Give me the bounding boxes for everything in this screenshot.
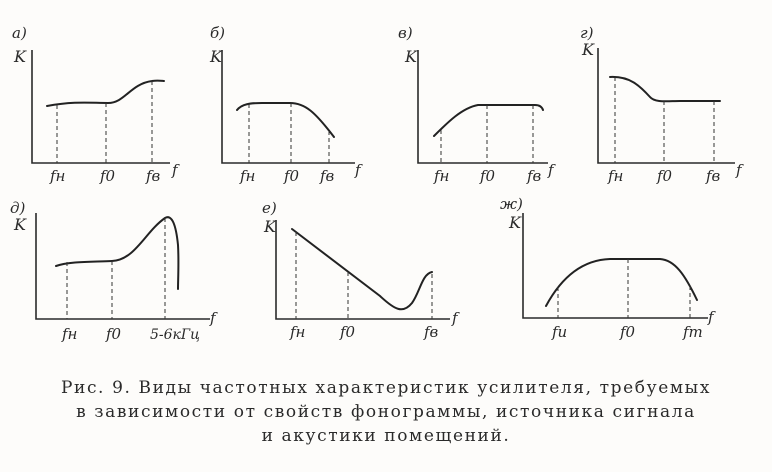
panel-b-tick-2: f0: [284, 167, 300, 185]
panel-a-tick-2: f0: [100, 167, 116, 185]
panel-d-letter: д): [10, 199, 26, 217]
panel-e-k-label: K: [264, 217, 276, 236]
panel-d: [10, 199, 218, 343]
panel-e-letter: е): [262, 199, 277, 217]
panel-g-tick-1: fн: [608, 167, 624, 185]
panel-g-letter: г): [580, 24, 594, 42]
panel-v-letter: в): [398, 24, 413, 42]
caption-line-3: и акустики помещений.: [261, 426, 511, 446]
panel-a-f-label: f: [172, 161, 178, 179]
caption-line-1: Рис. 9. Виды частотных характеристик усилителя, требуемых: [60, 378, 712, 398]
panel-d-f-label: f: [210, 309, 216, 327]
panel-b-k-label: K: [210, 47, 222, 66]
panel-v-tick-1: fн: [434, 167, 450, 185]
panel-zh-k-label: K: [509, 213, 521, 232]
panel-v-tick-2: f0: [480, 167, 496, 185]
panel-zh-tick-2: f0: [620, 323, 636, 341]
panel-g-k-label: K: [582, 40, 594, 59]
panel-a: [12, 24, 180, 185]
panel-a-axes: [32, 50, 170, 163]
panel-g-curve: [610, 77, 720, 101]
panel-v-k-label: K: [405, 47, 417, 66]
panel-e-curve: [292, 229, 432, 309]
panel-v-curve: [434, 105, 543, 136]
panel-b-tick-3: fв: [320, 167, 335, 185]
panel-d-tick-3: 5-6кГц: [150, 327, 200, 343]
panel-zh-curve: [546, 259, 697, 306]
panel-d-axes: [36, 213, 210, 319]
panel-zh-axes: [523, 213, 708, 318]
panel-d-tick-1: fн: [62, 325, 78, 343]
panel-v-tick-3: fв: [527, 167, 542, 185]
panel-v-f-label: f: [548, 161, 554, 179]
panel-a-tick-3: fв: [146, 167, 161, 185]
panel-e-tick-3: fв: [424, 323, 439, 341]
panel-zh-tick-3: fт: [683, 323, 703, 341]
panel-b-f-label: f: [355, 161, 361, 179]
panel-v-axes: [418, 50, 548, 163]
panel-a-tick-1: fн: [50, 167, 66, 185]
panel-e-tick-2: f0: [340, 323, 356, 341]
panel-g-f-label: f: [736, 161, 742, 179]
panel-b-tick-1: fн: [240, 167, 256, 185]
caption-line-2: в зависимости от свойств фонограммы, источника сигнала: [76, 402, 696, 422]
panel-d-curve: [56, 217, 178, 289]
panel-g-tick-3: fв: [706, 167, 721, 185]
panel-zh-tick-1: fи: [552, 323, 568, 341]
panel-zh: [500, 195, 716, 341]
panel-e-f-label: f: [452, 309, 458, 327]
panel-zh-letter: ж): [500, 195, 523, 213]
figure-caption: [0, 376, 772, 448]
panel-v: [398, 24, 556, 185]
panel-d-tick-2: f0: [106, 325, 122, 343]
panel-a-k-label: K: [14, 47, 26, 66]
panel-b: [209, 24, 363, 185]
panel-a-letter: а): [12, 24, 27, 42]
panel-e: [262, 199, 460, 341]
panel-g: [580, 24, 744, 185]
panel-b-curve: [237, 103, 334, 137]
panel-e-tick-1: fн: [290, 323, 306, 341]
panel-e-axes: [276, 220, 450, 319]
panel-g-tick-2: f0: [657, 167, 673, 185]
panel-b-letter: б): [210, 24, 226, 42]
panel-zh-f-label: f: [708, 308, 714, 326]
panel-d-k-label: K: [14, 215, 26, 234]
panel-a-curve: [47, 81, 164, 106]
